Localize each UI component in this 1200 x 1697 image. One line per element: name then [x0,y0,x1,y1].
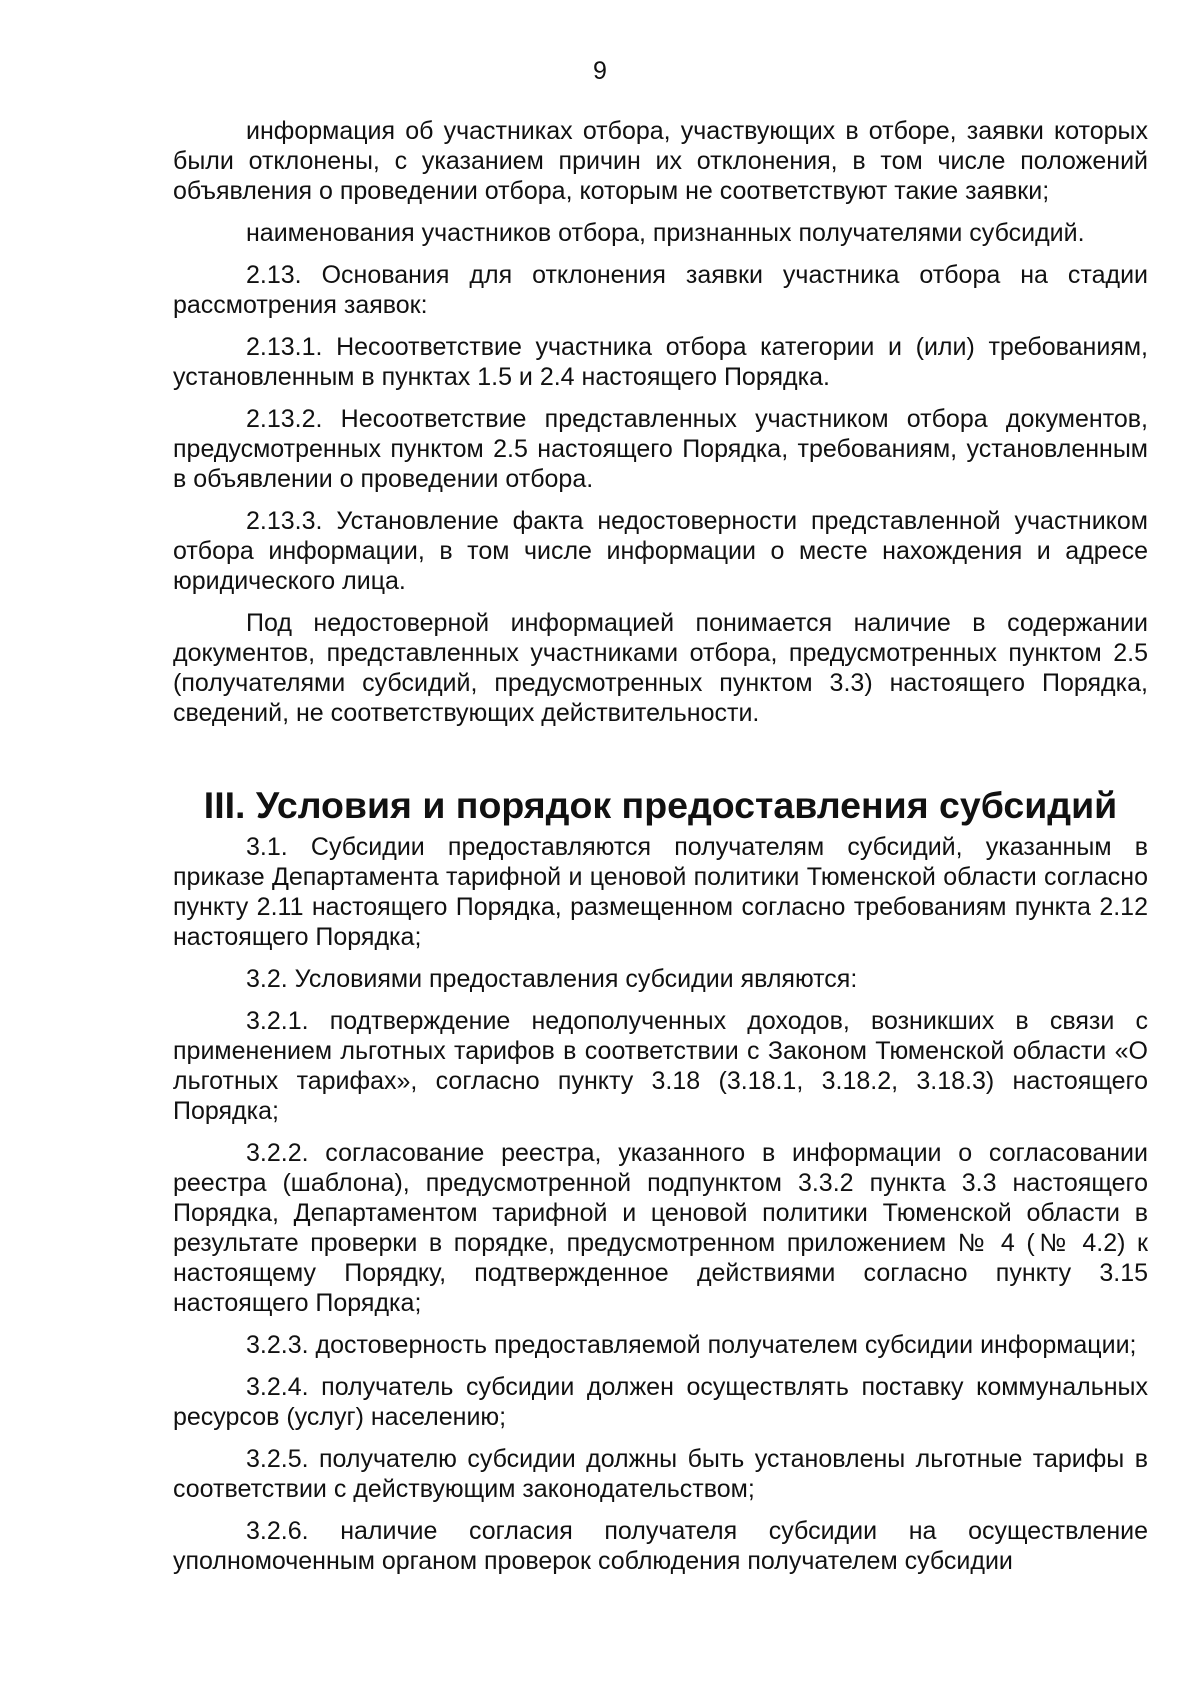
paragraph-2-13-3: 2.13.3. Установление факта недостоверности представленной участником отбора информации, в том числе информации о месте нахождения и адресе юридического лица. [173,507,1148,595]
paragraph-participants-info: информация об участниках отбора, участвующих в отборе, заявки которых были отклонены, с указанием причин их отклонения, в том числе положений объявления о проведении отбора, которым не соответствуют такие заявки; [173,117,1148,205]
paragraph-recipients-names: наименования участников отбора, признанных получателями субсидий. [246,219,1085,247]
paragraph-2-13-2: 2.13.2. Несоответствие представленных участником отбора документов, предусмотренных пунктом 2.5 настоящего Порядка, требованиям, установленным в объявлении о проведении отбора. [173,405,1148,493]
section-heading: III. Условия и порядок предоставления субсидий [203,784,1118,826]
paragraph-3-2-3: 3.2.3. достоверность предоставляемой получателем субсидии информации; [246,1331,1137,1359]
paragraph-3-2-4: 3.2.4. получатель субсидии должен осуществлять поставку коммунальных ресурсов (услуг) населению; [173,1373,1148,1431]
paragraph-3-2-6: 3.2.6. наличие согласия получателя субсидии на осуществление уполномоченным органом проверок соблюдения получателем субсидии [173,1517,1148,1575]
paragraph-2-13-1: 2.13.1. Несоответствие участника отбора категории и (или) требованиям, установленным в пунктах 1.5 и 2.4 настоящего Порядка. [173,333,1148,391]
paragraph-3-2-2: 3.2.2. согласование реестра, указанного в информации о согласовании реестра (шаблона), предусмотренной подпунктом 3.3.2 пункта 3.3 настоящего Порядка, Департаментом тарифной и ценовой политики Тюменской области в результате проверки в порядке, предусмотренном приложением № 4 (№ 4.2) к настоящему Порядку, подтвержденное действиями согласно пункту 3.15 настоящего Порядка; [173,1139,1148,1317]
paragraph-3-2-5: 3.2.5. получателю субсидии должны быть установлены льготные тарифы в соответствии с действующим законодательством; [173,1445,1148,1503]
paragraph-2-13: 2.13. Основания для отклонения заявки участника отбора на стадии рассмотрения заявок: [173,261,1148,319]
paragraph-false-info-definition: Под недостоверной информацией понимается наличие в содержании документов, представленных участниками отбора, предусмотренных пунктом 2.5 (получателями субсидий, предусмотренных пунктом 3.3) настоящего Порядка, сведений, не соответствующих действительности. [173,609,1148,727]
page-number: 9 [593,57,607,85]
paragraph-3-2: 3.2. Условиями предоставления субсидии являются: [246,965,858,993]
document-body [173,116,1148,1588]
paragraph-3-2-1: 3.2.1. подтверждение недополученных доходов, возникших в связи с применением льготных тарифов в соответствии с Законом Тюменской области «О льготных тарифах», согласно пункту 3.18 (3.18.1, 3.18.2, 3.18.3) настоящего Порядка; [173,1007,1148,1125]
paragraph-3-1: 3.1. Субсидии предоставляются получателям субсидий, указанным в приказе Департамента тарифной и ценовой политики Тюменской области согласно пункту 2.11 настоящего Порядка, размещенном согласно требованиям пункта 2.12 настоящего Порядка; [173,833,1148,951]
